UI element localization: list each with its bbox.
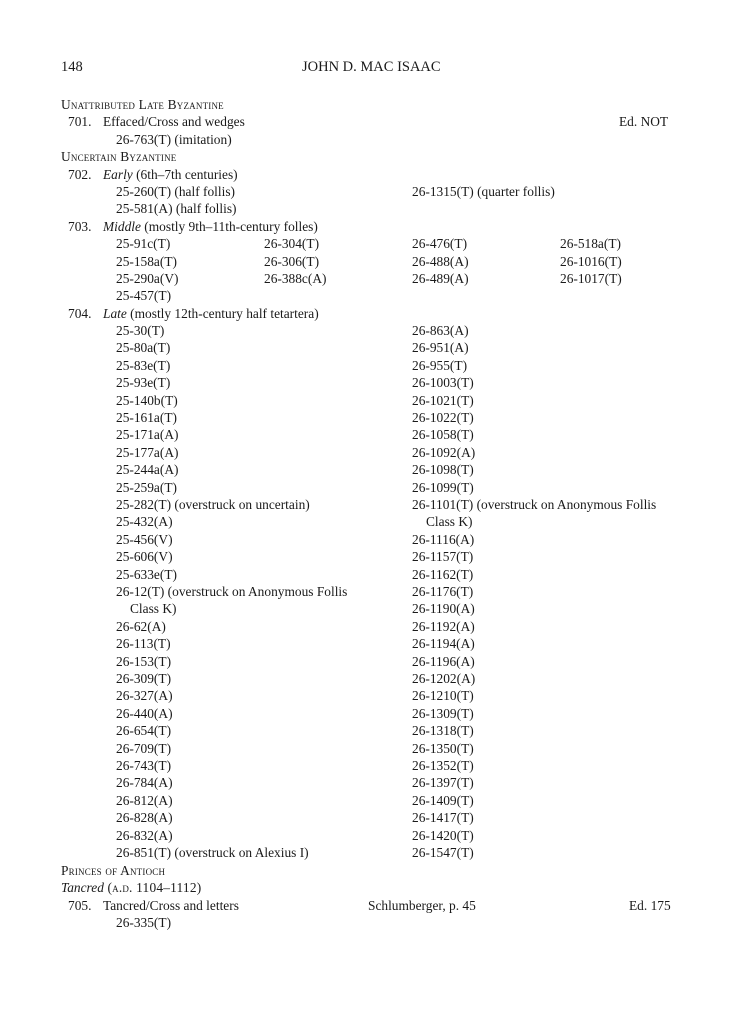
list-row (0, 687, 756, 704)
specimen-id: 25-456(V) (116, 531, 173, 547)
specimen-id: 26-828(A) (116, 810, 173, 826)
list-row (0, 653, 756, 670)
specimen-id: 26-1098(T) (412, 462, 474, 478)
specimen-id: 25-80a(T) (116, 340, 171, 356)
list-row (0, 339, 756, 356)
specimen-id: 25-91c(T) (116, 236, 171, 251)
specimen-id: 26-654(T) (116, 723, 172, 739)
specimen-id: 26-488(A) (412, 254, 469, 269)
specimen-id: 26-304(T) (264, 236, 320, 251)
specimen-id: 26-1409(T) (412, 792, 474, 808)
specimen-id: 26-1116(A) (412, 531, 475, 547)
specimen-id: 26-743(T) (116, 758, 172, 773)
specimen-id: 26-1021(T) (412, 392, 474, 408)
specimen-id: 26-335(T) (116, 915, 172, 930)
specimen-id: 26-951(A) (412, 340, 469, 356)
specimen-id: 26-1101(T) (overstruck on Anonymous Follis (412, 497, 657, 512)
specimen-id: 25-30(T) (116, 323, 165, 338)
edition-reference: Ed. 175 (629, 898, 671, 913)
specimen-id: 26-1157(T) (412, 549, 474, 565)
list-row (0, 479, 756, 496)
specimen-id: 26-1315(T) (quarter follis) (412, 184, 555, 199)
list-row (0, 426, 756, 443)
entry-number: 705. (68, 898, 92, 913)
specimen-id: 26-1176(T) (412, 584, 474, 599)
list-row (0, 444, 756, 461)
entry-number: 701. (68, 114, 92, 129)
running-title: JOHN D. MAC ISAAC (302, 59, 441, 75)
entry-title (103, 166, 238, 183)
specimen-id: 26-709(T) (116, 740, 172, 756)
specimen-id: 25-244a(A) (116, 462, 179, 478)
specimen-id: 26-518a(T) (560, 236, 621, 251)
section-heading: Unattributed Late Byzantine (61, 97, 224, 112)
section-heading: Uncertain Byzantine (61, 149, 177, 164)
period-description: (mostly 9th–11th-century folles) (140, 219, 318, 234)
specimen-id: 26-1162(T) (412, 566, 474, 582)
period-label: Middle (103, 219, 141, 234)
specimen-id: 25-290a(V) (116, 271, 179, 286)
list-row (0, 809, 756, 826)
specimen-id: 26-1210(T) (412, 688, 474, 704)
period-label: Early (103, 167, 133, 182)
list-row (0, 513, 756, 530)
specimen-id: 26-153(T) (116, 653, 172, 669)
specimen-id: 26-812(A) (116, 792, 173, 808)
list-row (0, 531, 756, 548)
specimen-id: 25-432(A) (116, 514, 173, 530)
ruler-heading (61, 879, 201, 896)
specimen-id: 26-1194(A) (412, 636, 475, 652)
specimen-id: 25-259a(T) (116, 479, 177, 495)
specimen-id: 26-1309(T) (412, 705, 474, 721)
specimen-id: 26-1022(T) (412, 410, 474, 425)
list-row (0, 357, 756, 374)
entry-number: 704. (68, 306, 92, 321)
specimen-id: 26-832(A) (116, 827, 173, 843)
entry-title: Effaced/Cross and wedges (103, 114, 245, 129)
specimen-id: 26-1099(T) (412, 479, 474, 495)
specimen-id: 26-476(T) (412, 236, 468, 251)
specimen-id: 25-171a(A) (116, 427, 179, 443)
specimen-id: 26-489(A) (412, 271, 469, 286)
list-row (0, 740, 756, 757)
specimen-id: 26-955(T) (412, 357, 468, 373)
specimen-id: 26-62(A) (116, 618, 166, 634)
ruler-dates: (a.d. 1104–1112) (103, 880, 202, 895)
specimen-id: 26-1017(T) (560, 271, 622, 286)
list-row (0, 583, 756, 600)
specimen-id: 25-581(A) (half follis) (116, 201, 237, 216)
specimen-id: 26-1192(A) (412, 618, 475, 634)
entry-title (103, 218, 318, 235)
list-row (0, 548, 756, 565)
list-row (0, 618, 756, 635)
entry-number: 703. (68, 219, 92, 234)
edition-reference: Ed. NOT (619, 114, 669, 129)
specimen-id: 26-309(T) (116, 671, 172, 686)
list-row (0, 670, 756, 687)
specimen-id: 25-161a(T) (116, 410, 177, 425)
specimen-id: 25-282(T) (overstruck on uncertain) (116, 497, 310, 512)
list-row (0, 722, 756, 739)
page-number: 148 (61, 59, 83, 75)
entry-title: Tancred/Cross and letters (103, 898, 239, 913)
specimen-id: 26-784(A) (116, 775, 173, 791)
specimen-id: 26-863(A) (412, 323, 469, 338)
specimen-id: 25-633e(T) (116, 566, 177, 582)
specimen-id: 26-1397(T) (412, 775, 474, 791)
period-description: (6th–7th centuries) (132, 167, 238, 182)
specimen-id: 26-440(A) (116, 705, 173, 721)
specimen-id: 26-1016(T) (560, 254, 622, 269)
list-row (0, 322, 756, 339)
specimen-note-continuation: Class K) (130, 601, 177, 617)
specimen-id: 26-1092(A) (412, 444, 476, 460)
specimen-id: 26-1547(T) (412, 845, 474, 860)
specimen-id: 26-306(T) (264, 254, 320, 269)
list-row (0, 409, 756, 426)
specimen-id: 26-1196(A) (412, 653, 475, 669)
specimen-id: 26-763(T) (imitation) (116, 132, 232, 147)
specimen-id: 26-388c(A) (264, 271, 327, 286)
specimen-note-continuation: Class K) (426, 514, 473, 530)
specimen-id: 26-1352(T) (412, 758, 474, 773)
section-heading: Princes of Antioch (61, 863, 166, 878)
specimen-id: 26-1190(A) (412, 601, 475, 617)
list-row (0, 635, 756, 652)
list-row (0, 374, 756, 391)
specimen-id: 26-12(T) (overstruck on Anonymous Follis (116, 584, 348, 599)
specimen-id: 26-1420(T) (412, 827, 474, 843)
entry-title (103, 305, 319, 322)
list-row (0, 461, 756, 478)
specimen-id: 25-83e(T) (116, 357, 171, 373)
specimen-id: 25-158a(T) (116, 254, 177, 269)
specimen-id: 26-113(T) (116, 636, 171, 652)
specimen-id: 25-140b(T) (116, 392, 178, 408)
specimen-id: 25-93e(T) (116, 375, 171, 391)
specimen-id: 26-1417(T) (412, 810, 474, 826)
specimen-id: 26-327(A) (116, 688, 173, 704)
list-row (0, 392, 756, 409)
list-row (0, 600, 756, 617)
specimen-id: 26-1350(T) (412, 740, 474, 756)
ruler-name: Tancred (61, 880, 104, 895)
list-row (0, 844, 756, 861)
list-row (0, 757, 756, 774)
list-row (0, 705, 756, 722)
catalogue-reference: Schlumberger, p. 45 (368, 898, 476, 913)
list-row (0, 774, 756, 791)
list-row (0, 827, 756, 844)
list-row (0, 566, 756, 583)
list-row (0, 792, 756, 809)
specimen-id: 26-1058(T) (412, 427, 474, 443)
specimen-id: 26-1202(A) (412, 671, 476, 686)
specimen-id: 25-260(T) (half follis) (116, 184, 235, 199)
entry-number: 702. (68, 167, 92, 182)
period-description: (mostly 12th-century half tetartera) (126, 306, 319, 321)
period-label: Late (103, 306, 127, 321)
specimen-id: 26-1003(T) (412, 375, 474, 391)
specimen-id: 25-606(V) (116, 549, 173, 565)
specimen-id: 25-457(T) (116, 288, 172, 303)
specimen-id: 26-1318(T) (412, 723, 474, 739)
list-row (0, 496, 756, 513)
specimen-id: 26-851(T) (overstruck on Alexius I) (116, 845, 309, 860)
specimen-id: 25-177a(A) (116, 444, 179, 460)
